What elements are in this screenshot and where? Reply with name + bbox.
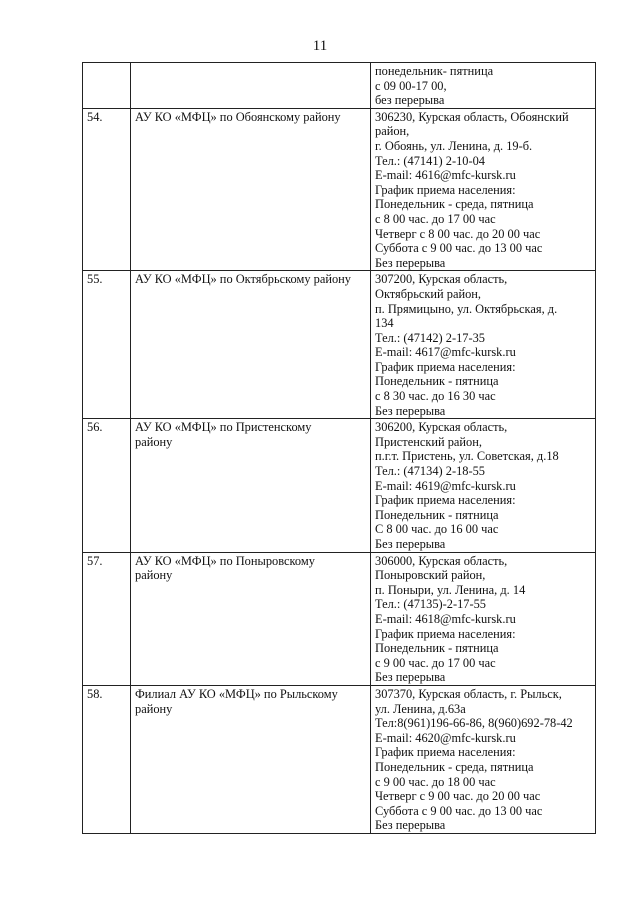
table-row	[83, 63, 596, 109]
table-row	[83, 419, 596, 552]
contact-line: Поныровский район,	[375, 568, 486, 583]
contact-line: E-mail: 4620@mfc-kursk.ru	[375, 730, 516, 745]
table-row	[83, 108, 596, 271]
contact-line: п. Прямицыно, ул. Октябрьская, д.	[375, 301, 558, 316]
table-row	[83, 271, 596, 419]
contact-line: 307200, Курская область,	[375, 272, 508, 287]
contact-line: E-mail: 4617@mfc-kursk.ru	[375, 345, 516, 360]
contact-line: График приема населения:	[375, 359, 516, 374]
contact-line: E-mail: 4618@mfc-kursk.ru	[375, 611, 516, 626]
contact-line: E-mail: 4616@mfc-kursk.ru	[375, 168, 516, 183]
office-name-line: району	[135, 701, 173, 716]
contact-line: Понедельник - пятница	[375, 641, 499, 656]
row-number-cell: 56.	[83, 419, 131, 552]
contact-schedule-cell	[371, 552, 596, 685]
contact-line: Четверг с 8 00 час. до 20 00 час	[375, 226, 541, 241]
office-name-line: АУ КО «МФЦ» по Обоянскому району	[135, 109, 341, 124]
office-name-line: Филиал АУ КО «МФЦ» по Рыльскому	[135, 686, 338, 701]
contact-line: с 8 00 час. до 17 00 час	[375, 211, 496, 226]
contact-line: График приема населения:	[375, 745, 516, 760]
contact-line: с 09 00-17 00,	[375, 78, 447, 93]
row-number-cell: 57.	[83, 552, 131, 685]
office-name-cell	[131, 108, 371, 271]
contact-line: Без перерыва	[375, 403, 446, 418]
office-name-line: АУ КО «МФЦ» по Поныровскому	[135, 553, 315, 568]
contact-schedule-cell	[371, 108, 596, 271]
contact-line: 306200, Курская область,	[375, 420, 508, 435]
contact-line: 134	[375, 316, 394, 331]
contact-line: район,	[375, 124, 410, 139]
contact-line: График приема населения:	[375, 626, 516, 641]
contact-line: Суббота с 9 00 час. до 13 00 час	[375, 241, 543, 256]
table-row	[83, 552, 596, 685]
contact-line: Понедельник - среда, пятница	[375, 759, 534, 774]
contact-line: Без перерыва	[375, 818, 446, 833]
contact-schedule-cell	[371, 271, 596, 419]
table-row	[83, 685, 596, 833]
office-name-cell	[131, 685, 371, 833]
contact-line: понедельник- пятница	[375, 64, 494, 78]
contact-line: Понедельник - среда, пятница	[375, 197, 534, 212]
contact-schedule-cell	[371, 63, 596, 109]
contact-line: Октябрьский район,	[375, 286, 482, 301]
contact-line: С 8 00 час. до 16 00 час	[375, 522, 499, 537]
row-number-cell	[83, 63, 131, 109]
contact-line: Тел:8(961)196-66-86, 8(960)692-78-42	[375, 716, 573, 731]
contact-line: График приема населения:	[375, 182, 516, 197]
contact-line: п.г.т. Пристень, ул. Советская, д.18	[375, 449, 559, 464]
contact-line: 306230, Курская область, Обоянский	[375, 109, 569, 124]
office-name-line: району	[135, 568, 173, 583]
contact-line: с 9 00 час. до 17 00 час	[375, 655, 496, 670]
row-number-cell: 55.	[83, 271, 131, 419]
office-name-cell	[131, 63, 371, 109]
contact-schedule-cell	[371, 685, 596, 833]
office-name-cell	[131, 271, 371, 419]
contact-line: Тел.: (47135)-2-17-55	[375, 597, 487, 612]
contact-schedule-cell	[371, 419, 596, 552]
contact-line: без перерыва	[375, 93, 445, 108]
contact-line: Понедельник - пятница	[375, 374, 499, 389]
contact-line: 306000, Курская область,	[375, 553, 508, 568]
row-number-cell: 58.	[83, 685, 131, 833]
contact-line: г. Обоянь, ул. Ленина, д. 19-б.	[375, 138, 533, 153]
office-name-line: АУ КО «МФЦ» по Пристенскому	[135, 420, 312, 435]
contact-line: E-mail: 4619@mfc-kursk.ru	[375, 478, 516, 493]
office-name-line: району	[135, 434, 173, 449]
contact-line: Четверг с 9 00 час. до 20 00 час	[375, 789, 541, 804]
contact-line: Тел.: (47141) 2-10-04	[375, 153, 485, 168]
contact-line: Без перерыва	[375, 537, 446, 551]
office-name-cell	[131, 419, 371, 552]
contact-line: Понедельник - пятница	[375, 507, 499, 522]
page-number: 11	[312, 38, 328, 54]
contact-line: Суббота с 9 00 час. до 13 00 час	[375, 803, 543, 818]
contact-line: Тел.: (47134) 2-18-55	[375, 464, 485, 479]
contact-line: Пристенский район,	[375, 434, 482, 449]
contact-line: 307370, Курская область, г. Рыльск,	[375, 686, 562, 701]
contact-line: ул. Ленина, д.63а	[375, 701, 466, 716]
contact-line: п. Поныри, ул. Ленина, д. 14	[375, 582, 526, 597]
contact-line: с 9 00 час. до 18 00 час	[375, 774, 496, 789]
office-name-line: АУ КО «МФЦ» по Октябрьскому району	[135, 272, 351, 287]
contact-line: Без перерыва	[375, 255, 446, 270]
contact-line: График приема населения:	[375, 493, 516, 508]
office-name-cell	[131, 552, 371, 685]
mfc-registry-table	[82, 62, 596, 834]
contact-line: с 8 30 час. до 16 30 час	[375, 389, 496, 404]
contact-line: Без перерыва	[375, 670, 446, 685]
row-number-cell: 54.	[83, 108, 131, 271]
table-body	[83, 63, 596, 834]
contact-line: Тел.: (47142) 2-17-35	[375, 330, 485, 345]
